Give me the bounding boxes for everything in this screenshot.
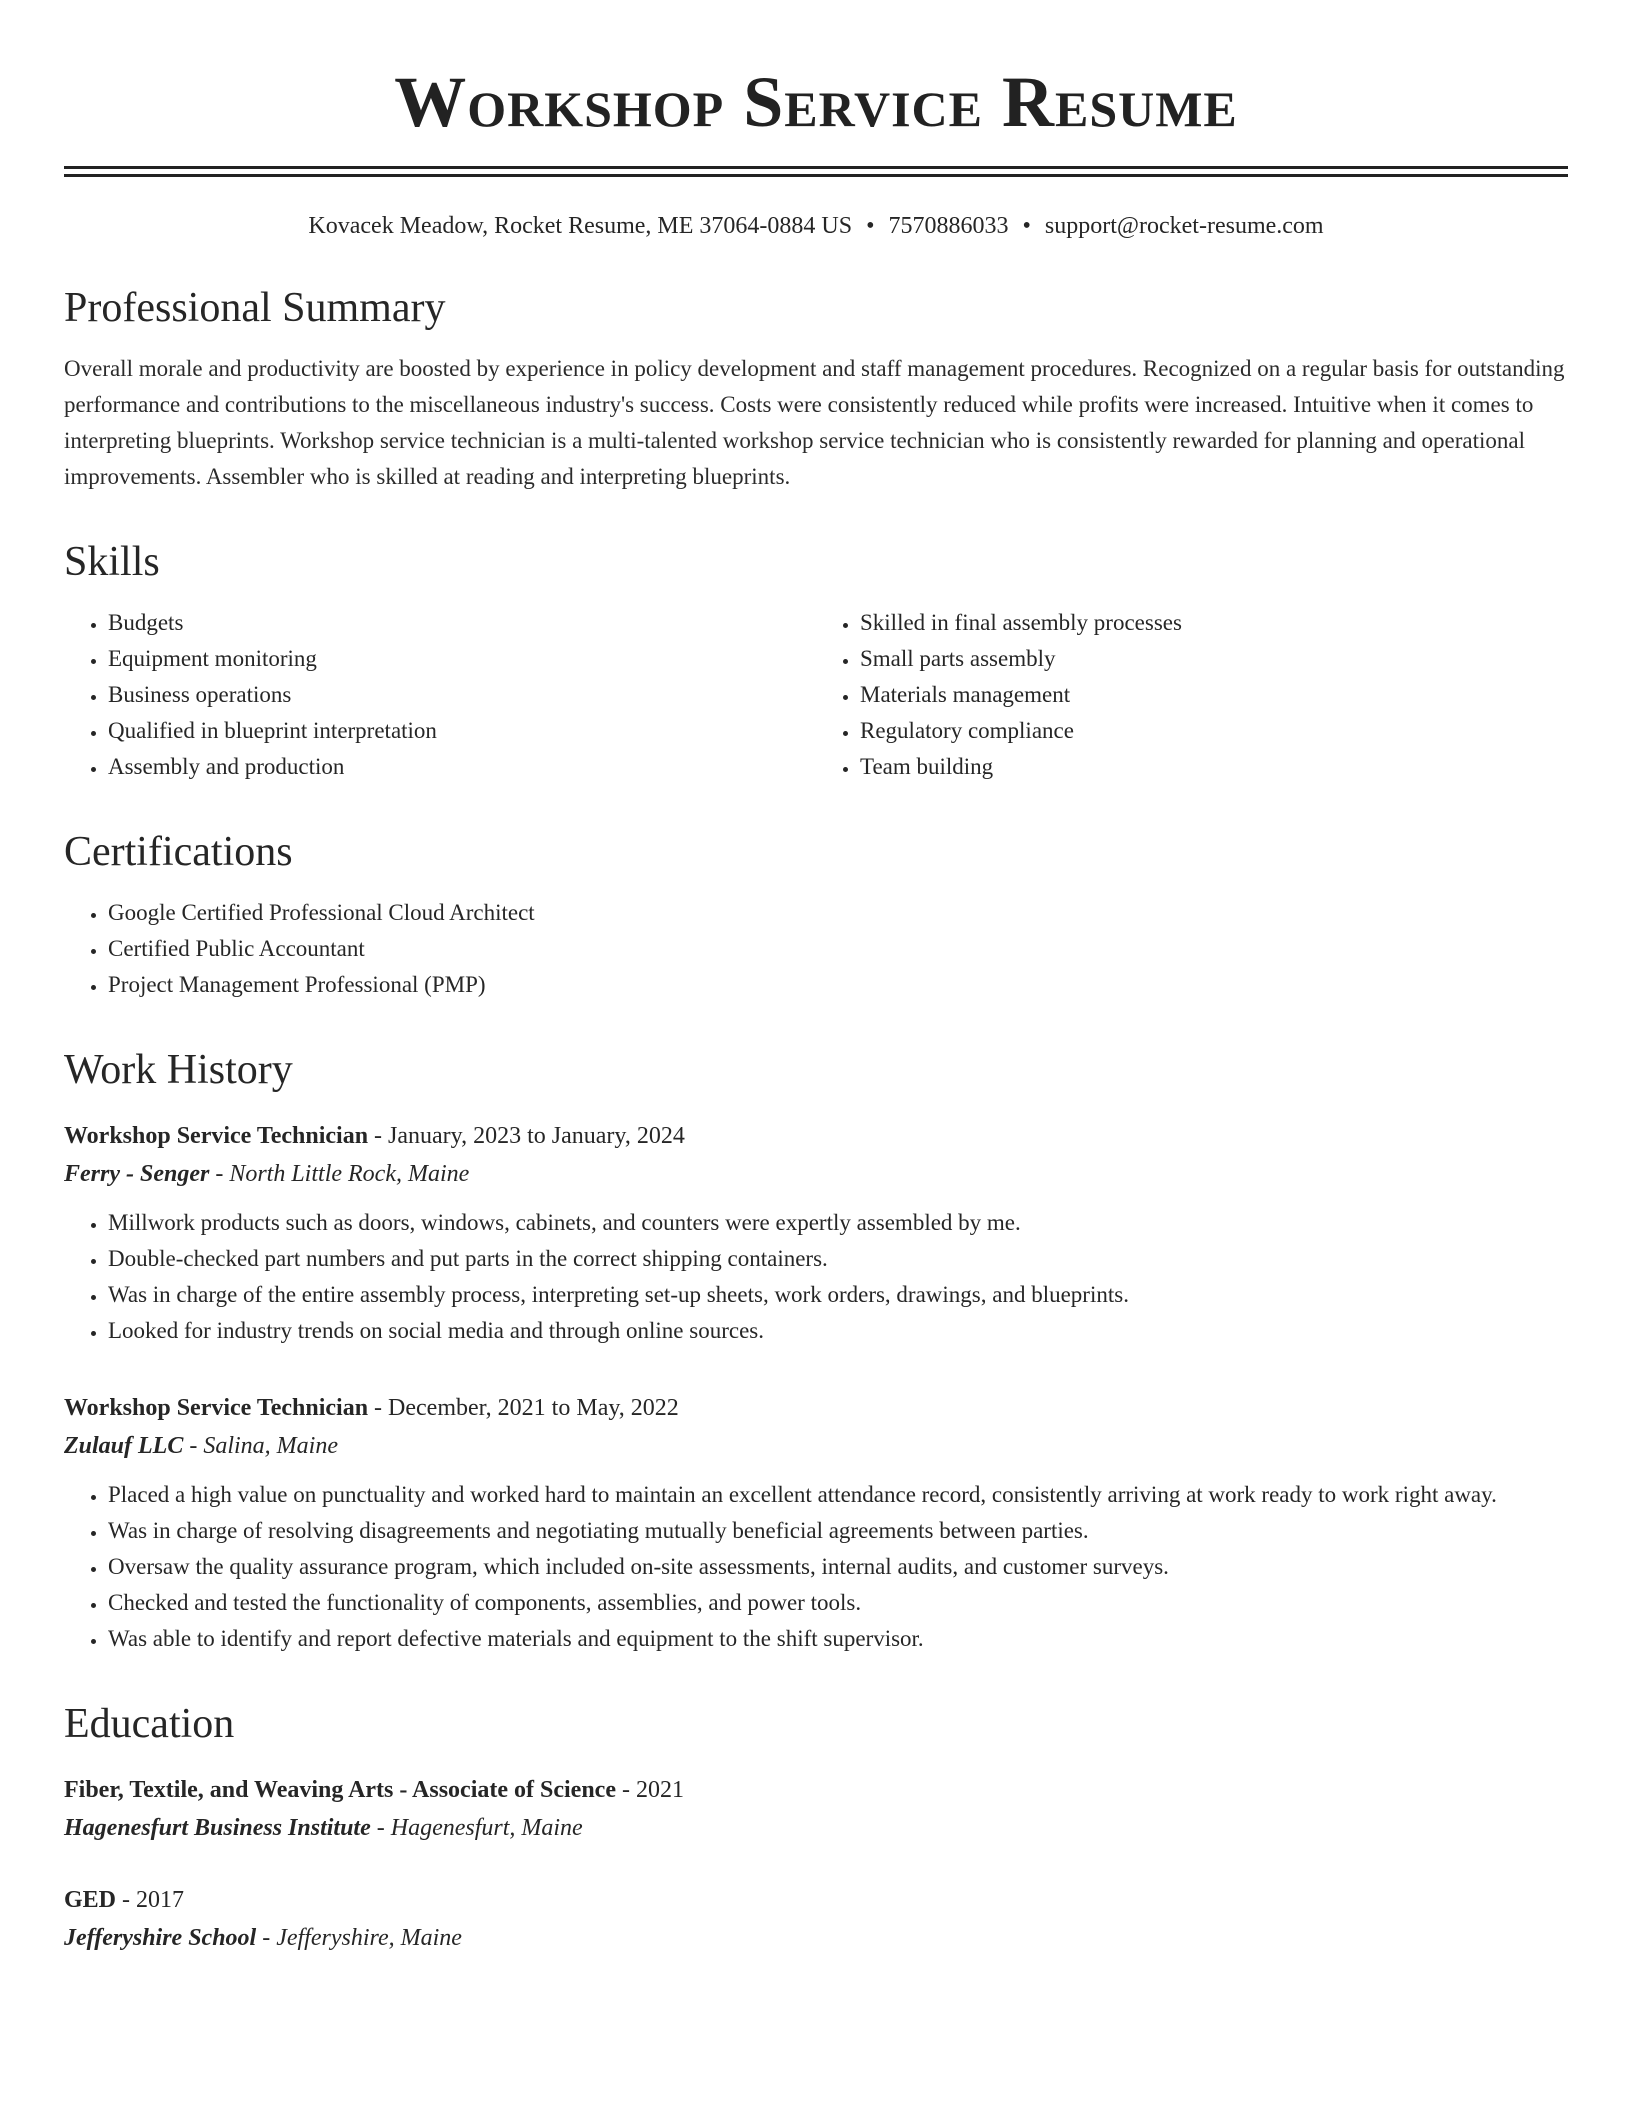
job-bullet: • Checked and tested the functionality of components, assemblies, and power tools. — [108, 1585, 1568, 1621]
education-location: - Hagenesfurt, Maine — [370, 1815, 583, 1841]
education-year: - 2017 — [116, 1887, 185, 1913]
education-degree-line — [64, 1881, 1568, 1919]
skill-item: • Regulatory compliance — [860, 713, 1568, 749]
education-degree: GED — [64, 1887, 117, 1913]
job-bullet: • Millwork products such as doors, windows, cabinets, and counters were expertly assembled by me. — [108, 1205, 1568, 1241]
education-school: Jefferyshire School — [64, 1925, 257, 1951]
job-title: Workshop Service Technician — [64, 1395, 369, 1421]
contact-separator: • — [866, 213, 875, 239]
job-company-line — [64, 1427, 1568, 1465]
job-title-line — [64, 1117, 1568, 1155]
work-history-heading: Work History — [64, 1047, 293, 1093]
skill-item: • Small parts assembly — [860, 641, 1568, 677]
education-degree-line — [64, 1771, 1568, 1809]
job-dates: - January, 2023 to January, 2024 — [368, 1123, 685, 1149]
education-year: - 2021 — [616, 1777, 684, 1803]
certifications-list — [64, 895, 1568, 1003]
skills-column-left — [64, 605, 816, 785]
skill-item: • Equipment monitoring — [108, 641, 816, 677]
job-company-line — [64, 1155, 1568, 1193]
contact-address: Kovacek Meadow, Rocket Resume, ME 37064-0884 US — [308, 213, 853, 239]
resume-title: Workshop Service Resume — [394, 62, 1238, 142]
contact-line — [64, 211, 1568, 241]
education-location: - Jefferyshire, Maine — [256, 1925, 462, 1951]
summary-heading: Professional Summary — [64, 285, 446, 331]
certification-item: • Project Management Professional (PMP) — [108, 967, 1568, 1003]
education-heading: Education — [64, 1701, 235, 1747]
skill-item: • Materials management — [860, 677, 1568, 713]
contact-separator: • — [1022, 213, 1031, 239]
job-title-line — [64, 1389, 1568, 1427]
job-bullets — [64, 1477, 1568, 1657]
job-location: - Salina, Maine — [183, 1433, 338, 1459]
summary-text: Overall morale and productivity are boosted by experience in policy development and staff management procedures. Recognized on a regular basis for outstanding performance and contributions to the miscellaneous industry's success. Costs were consistently reduced while profits were increased. Intuitive when it comes to interpreting blueprints. Workshop service technician is a multi-talented workshop service technician who is consistently rewarded for planning and operational improvements. Assembler who is skilled at reading and interpreting blueprints. — [64, 356, 1565, 489]
education-entry — [64, 1771, 1568, 1847]
job-entry — [64, 1117, 1568, 1349]
contact-phone: 7570886033 — [888, 213, 1009, 239]
skills-column-right — [816, 605, 1568, 785]
education-school: Hagenesfurt Business Institute — [64, 1815, 371, 1841]
title-double-rule — [64, 166, 1568, 177]
job-dates: - December, 2021 to May, 2022 — [368, 1395, 679, 1421]
job-bullet: • Placed a high value on punctuality and worked hard to maintain an excellent attendance record, consistently arriving at work ready to work right away. — [108, 1477, 1568, 1513]
skill-item: • Qualified in blueprint interpretation — [108, 713, 816, 749]
skill-item: • Team building — [860, 749, 1568, 785]
education-degree: Fiber, Textile, and Weaving Arts - Associate of Science — [64, 1777, 616, 1803]
skill-item: • Budgets — [108, 605, 816, 641]
job-company: Zulauf LLC — [64, 1433, 184, 1459]
job-title: Workshop Service Technician — [64, 1123, 369, 1149]
certification-item: • Google Certified Professional Cloud Architect — [108, 895, 1568, 931]
education-school-line — [64, 1919, 1568, 1957]
education-school-line — [64, 1809, 1568, 1847]
certification-item: • Certified Public Accountant — [108, 931, 1568, 967]
job-bullet: • Was in charge of resolving disagreements and negotiating mutually beneficial agreements between parties. — [108, 1513, 1568, 1549]
skills-list — [64, 605, 1568, 785]
job-bullet: • Oversaw the quality assurance program, which included on-site assessments, internal audits, and customer surveys. — [108, 1549, 1568, 1585]
skill-item: • Skilled in final assembly processes — [860, 605, 1568, 641]
job-entry — [64, 1389, 1568, 1657]
job-bullet: • Was able to identify and report defective materials and equipment to the shift supervisor. — [108, 1621, 1568, 1657]
contact-email: support@rocket-resume.com — [1044, 213, 1324, 239]
job-company: Ferry - Senger — [64, 1161, 210, 1187]
skill-item: • Assembly and production — [108, 749, 816, 785]
job-bullet: • Looked for industry trends on social media and through online sources. — [108, 1313, 1568, 1349]
job-bullet: • Was in charge of the entire assembly process, interpreting set-up sheets, work orders, drawings, and blueprints. — [108, 1277, 1568, 1313]
skills-heading: Skills — [64, 539, 160, 585]
job-bullets — [64, 1205, 1568, 1349]
education-entry — [64, 1881, 1568, 1957]
skill-item: • Business operations — [108, 677, 816, 713]
certifications-heading: Certifications — [64, 829, 293, 875]
job-bullet: • Double-checked part numbers and put parts in the correct shipping containers. — [108, 1241, 1568, 1277]
job-location: - North Little Rock, Maine — [209, 1161, 470, 1187]
